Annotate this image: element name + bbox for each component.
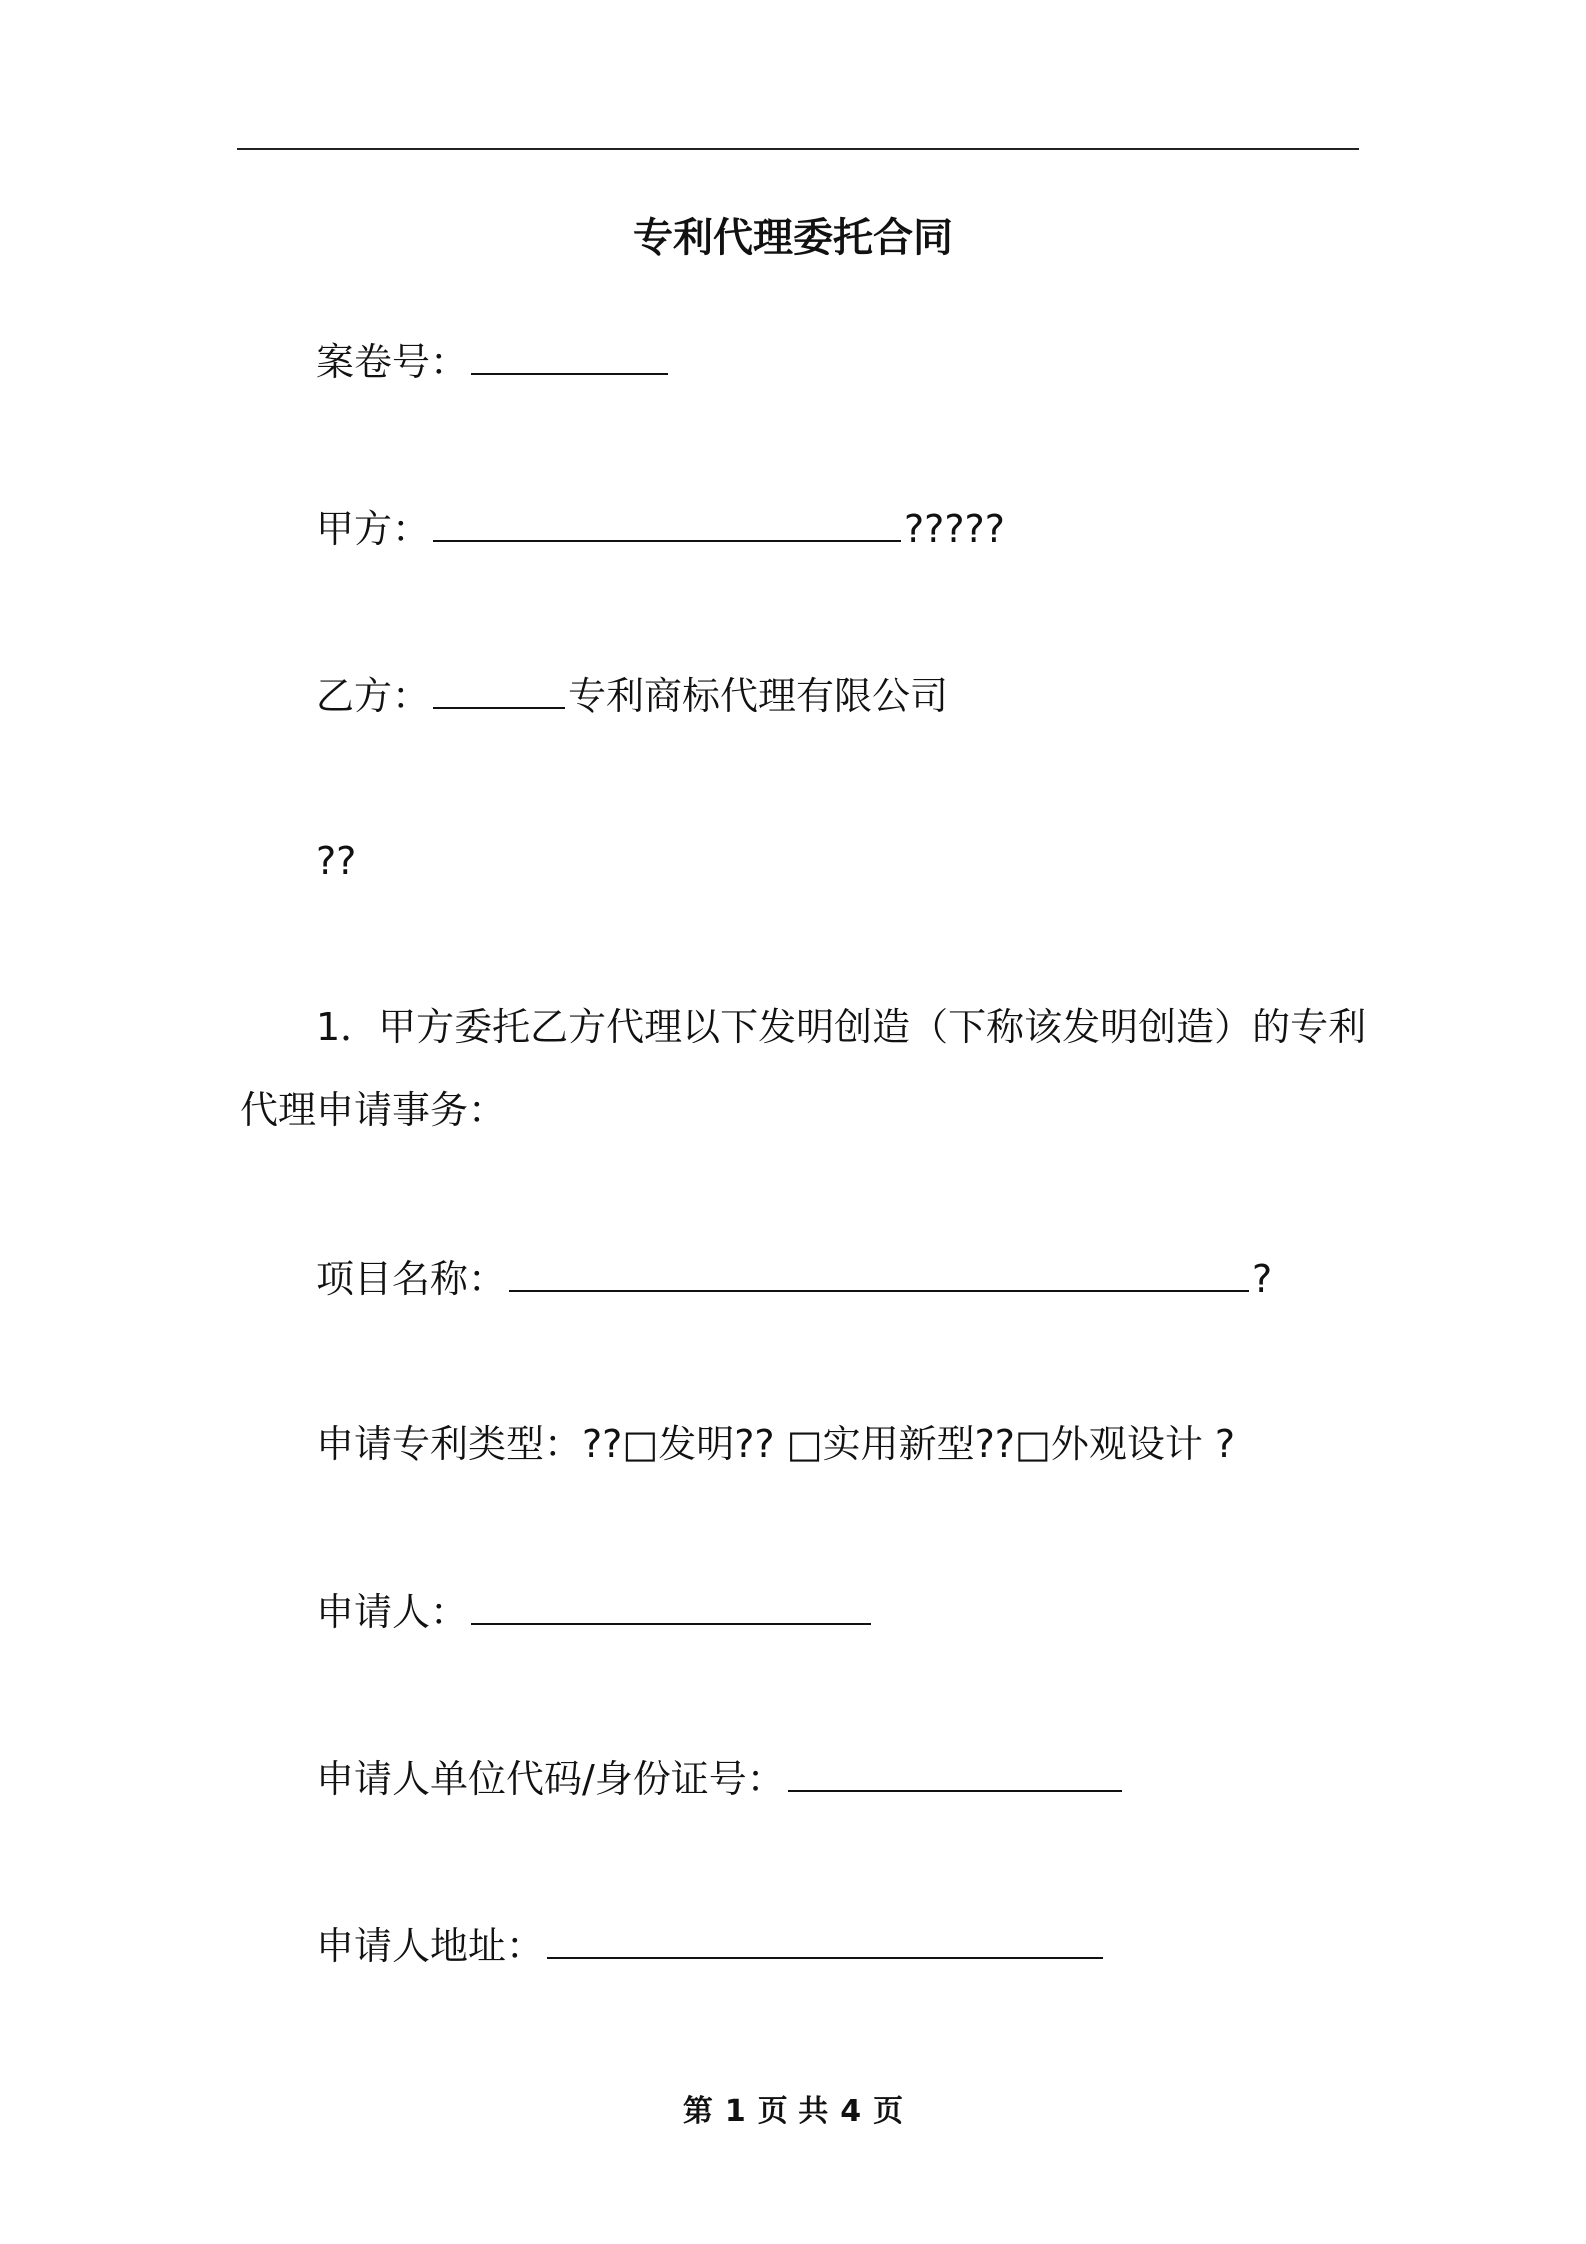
applicant-address-blank — [547, 1917, 1103, 1959]
applicant-address-label: 申请人地址： — [316, 1924, 545, 1968]
applicant-address-line — [316, 1917, 1106, 1973]
party-a-label: 甲方： — [316, 507, 431, 551]
applicant-label: 申请人： — [316, 1590, 469, 1634]
party-b-line — [316, 667, 948, 723]
header-divider — [237, 148, 1359, 150]
applicant-id-label: 申请人单位代码/身份证号： — [316, 1757, 785, 1801]
footer-page-prefix: 第 — [682, 2094, 713, 2129]
footer-page-suffix: 页 — [873, 2094, 904, 2129]
project-name-label: 项目名称： — [316, 1257, 507, 1301]
project-name-blank — [509, 1250, 1249, 1292]
project-name-line — [316, 1250, 1272, 1306]
clause-1-line-2: 代理申请事务： — [240, 1088, 507, 1132]
applicant-id-blank — [788, 1750, 1122, 1792]
applicant-line — [316, 1583, 874, 1639]
applicant-blank — [471, 1583, 871, 1625]
case-number-blank — [471, 333, 668, 375]
project-name-suffix: ? — [1252, 1257, 1273, 1301]
patent-type-label: 申请专利类型： — [316, 1422, 583, 1466]
page-footer — [0, 2090, 1586, 2134]
clause-1-line-1: 1．甲方委托乙方代理以下发明创造（下称该发明创造）的专利 — [316, 1005, 1367, 1049]
party-b-label: 乙方： — [316, 674, 431, 718]
applicant-id-line — [316, 1750, 1125, 1806]
party-a-line — [316, 500, 1005, 556]
party-a-suffix: ????? — [904, 507, 1005, 551]
document-title: 专利代理委托合同 — [633, 215, 953, 261]
patent-type-line — [316, 1417, 1235, 1471]
footer-page-middle: 页 共 — [757, 2094, 829, 2129]
party-b-company: 专利商标代理有限公司 — [568, 674, 949, 718]
footer-current-page: 1 — [724, 2094, 746, 2129]
patent-type-options: ??□发明?? □实用新型??□外观设计 ? — [582, 1422, 1236, 1466]
party-b-blank — [433, 667, 565, 709]
case-number-line — [316, 333, 671, 389]
case-number-label: 案卷号： — [316, 340, 469, 384]
footer-total-pages: 4 — [840, 2094, 862, 2129]
garbled-text: ?? — [316, 839, 357, 883]
party-a-blank — [433, 500, 901, 542]
